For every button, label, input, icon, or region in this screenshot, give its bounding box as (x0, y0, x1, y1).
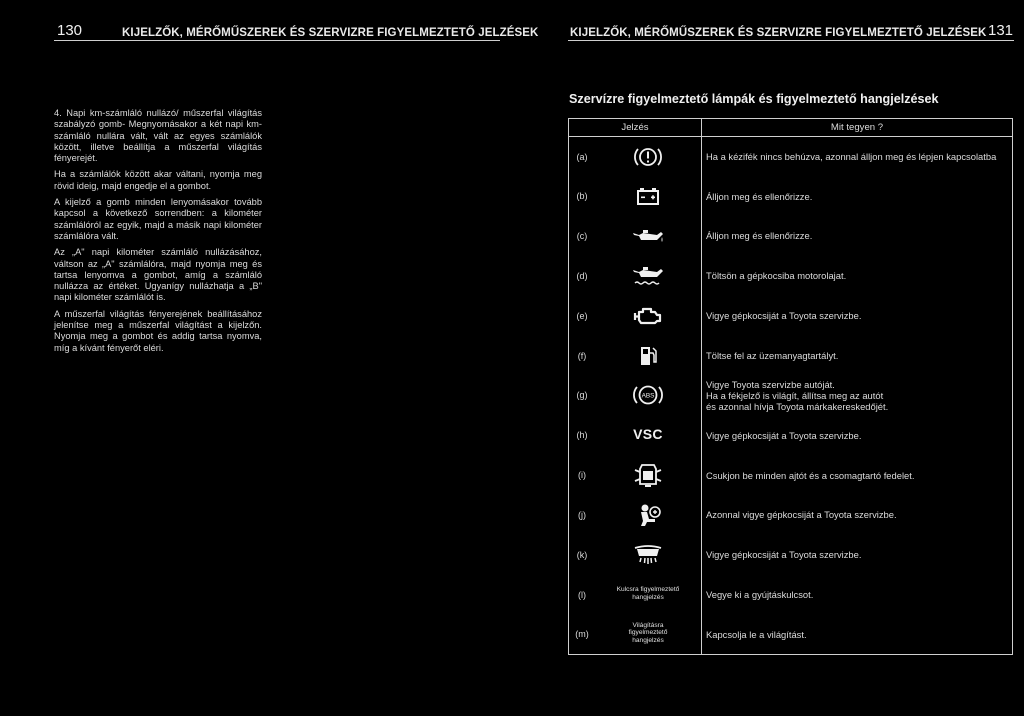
table-row (569, 336, 1013, 376)
row-label: (e) (576, 310, 588, 321)
row-label: (b) (576, 191, 588, 202)
row-label: (i) (578, 470, 586, 481)
row-action: Álljon meg és ellenőrizze. (702, 216, 1013, 256)
abs-icon (632, 387, 664, 404)
battery-icon (635, 188, 661, 205)
table-row (569, 256, 1013, 296)
table-row (569, 455, 1013, 495)
right-page-header: KIJELZŐK, MÉRŐMŰSZEREK ÉS SZERVIZRE FIGYELMEZTETŐ JELZÉSEK (570, 27, 987, 39)
table-row (569, 615, 1013, 655)
abs-action-text: Vigye Toyota szervizbe autóját. Ha a fékjelző is világít, állítsa meg az autót és azonnal hívja Toyota márkakereskedőjét. (706, 378, 889, 413)
row-action: Vigye gépkocsiját a Toyota szervizbe. (702, 415, 1013, 455)
oil-level-icon (631, 267, 665, 284)
left-header-rule (54, 40, 500, 41)
abs-icon-text: ABS (641, 392, 655, 400)
table-row (569, 176, 1013, 216)
left-page-header: KIJELZŐK, MÉRŐMŰSZEREK ÉS SZERVIZRE FIGYELMEZTETŐ JELZÉSEK (122, 27, 539, 39)
left-page-number: 130 (57, 22, 83, 39)
row-action: Álljon meg és ellenőrizze. (702, 176, 1013, 216)
door-open-icon (634, 466, 662, 483)
row-label: (f) (577, 350, 587, 361)
row-label: (d) (576, 270, 588, 281)
row-action: Töltsön a gépkocsiba motorolajat. (702, 256, 1013, 296)
row-label: (m) (575, 629, 589, 640)
vsc-text: VSC (633, 426, 663, 443)
brake-warning-icon (633, 148, 663, 165)
column-header-signal: Jelzés (569, 119, 702, 137)
warning-lights-table (568, 118, 1013, 655)
table-row (569, 216, 1013, 256)
light-warning-text: Világításra figyelmeztető hangjelzés (628, 621, 668, 644)
section-title: Szervízre figyelmeztető lámpák és figyelmeztető hangjelzések (569, 92, 939, 106)
table-row (569, 535, 1013, 575)
paragraph-brightness: A műszerfal világítás fényerejének beállításához jelenítse meg a műszerfal világítást a kijelzőn. Nyomja meg a gombot és addig tartsa nyomva, míg a kívánt fényerőt eléri. (54, 308, 262, 353)
row-action: Csukjon be minden ajtót és a csomagtartó fedelet. (702, 455, 1013, 495)
table-row (569, 495, 1013, 535)
row-label: (l) (578, 589, 586, 600)
table-row (569, 137, 1013, 177)
paragraph-switch-counters: Ha a számlálók között akar váltani, nyomja meg rövid ideig, majd engedje el a gombot. (54, 169, 262, 191)
row-action: Vigye gépkocsiját a Toyota szervizbe. (702, 535, 1013, 575)
check-engine-icon (633, 307, 663, 324)
table-row (569, 376, 1013, 416)
row-action: Kapcsolja le a világítást. (702, 615, 1013, 655)
table-row (569, 415, 1013, 455)
key-warning-text: Kulcsra figyelmeztető hangjelzés (616, 586, 680, 601)
row-action: Vegye ki a gyújtáskulcsot. (702, 575, 1013, 615)
right-page-number: 131 (988, 22, 1014, 39)
row-action: Azonnal vigye gépkocsiját a Toyota szervizbe. (702, 495, 1013, 535)
paragraph-reset-button: 4. Napi km-számláló nullázó/ műszerfal világítás szabályzó gomb- Megnyomásakor a két napi km-számláló nullára vált, vált az egyes számlálók között, illetve beállítja a műszerfal világítás fényerejét. (54, 108, 262, 164)
airbag-icon (633, 506, 663, 523)
row-label: (j) (578, 510, 586, 521)
oil-pressure-icon (631, 227, 665, 244)
paragraph-display-order: A kijelző a gomb minden lenyomásakor tovább kapcsol a következő sorrendben: a kilométer számlálóról az egyik, majd a másik napi kilométer számlálóra vált. (54, 197, 262, 241)
row-label: (c) (576, 231, 588, 242)
right-header-rule (568, 40, 1014, 41)
row-label: (g) (576, 390, 588, 401)
row-action: Töltse fel az üzemanyagtartályt. (702, 336, 1013, 376)
row-label: (a) (576, 151, 588, 162)
table-row (569, 296, 1013, 336)
row-action: Vigye gépkocsiját a Toyota szervizbe. (702, 296, 1013, 336)
paragraph-reset-trip: Az „A" napi kilométer számláló nullázásához, váltson az „A" számlálóra, majd nyomja meg és tartsa lenyomva a gombot, amíg a számláló nullázza az értéket. Ugyanígy nullázhatja a „B" napi kilométer számlálót is. (54, 247, 262, 303)
row-action (702, 376, 1013, 416)
table-row (569, 575, 1013, 615)
fuel-pump-icon (638, 347, 658, 364)
column-header-action: Mit tegyen ? (702, 119, 1013, 137)
washer-fluid-icon (631, 546, 665, 563)
row-action: Ha a kézifék nincs behúzva, azonnal álljon meg és lépjen kapcsolatba (702, 137, 1013, 177)
row-label: (k) (576, 549, 588, 560)
row-label: (h) (576, 430, 588, 441)
left-page-body (54, 108, 262, 359)
